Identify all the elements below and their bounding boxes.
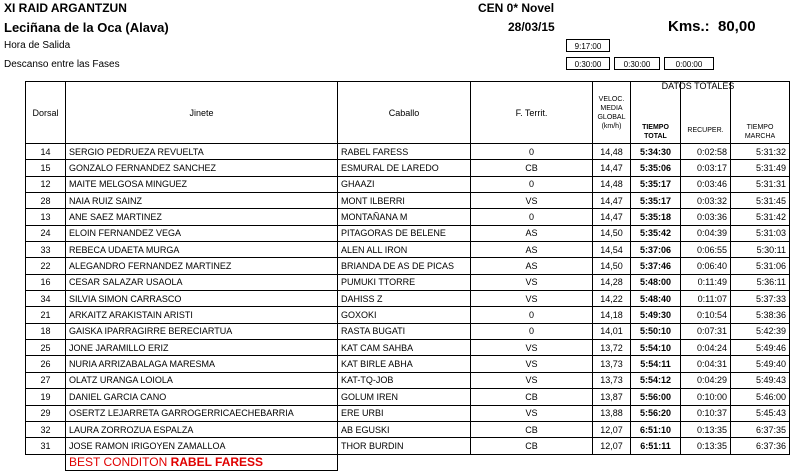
cell-veloc: 14,54	[593, 242, 631, 258]
cell-tiempo-marcha: 5:31:32	[731, 144, 790, 160]
datos-totales-heading: DATOS TOTALES	[661, 81, 735, 91]
cell-tiempo-total: 5:54:11	[631, 356, 681, 372]
cell-tiempo-total: 5:48:00	[631, 274, 681, 290]
col-jinete: Jinete	[66, 82, 338, 144]
cell-dorsal: 16	[26, 274, 66, 290]
cell-veloc: 13,73	[593, 372, 631, 388]
hora-salida-label: Hora de Salida	[4, 40, 71, 51]
col-dorsal: Dorsal	[26, 82, 66, 144]
descanso-label: Descanso entre las Fases	[4, 59, 120, 70]
cell-dorsal: 34	[26, 291, 66, 307]
cell-dorsal: 33	[26, 242, 66, 258]
cell-territ: 0	[471, 307, 593, 323]
cell-dorsal: 21	[26, 307, 66, 323]
table-row	[26, 144, 790, 160]
cell-caballo: ESMURAL DE LAREDO	[338, 160, 471, 176]
cell-recuper: 0:04:29	[681, 372, 731, 388]
cell-tiempo-total: 5:56:20	[631, 405, 681, 421]
cell-jinete: SERGIO PEDRUEZA REVUELTA	[66, 144, 338, 160]
cell-tiempo-total: 5:37:06	[631, 242, 681, 258]
hora-salida-value: 9:17:00	[566, 39, 610, 52]
cell-veloc: 14,01	[593, 323, 631, 339]
cell-dorsal: 22	[26, 258, 66, 274]
cell-jinete: OSERTZ LEJARRETA GARROGERRICAECHEBARRIA	[66, 405, 338, 421]
event-title: XI RAID ARGANTZUN	[4, 1, 127, 15]
kms-value: 80,00	[718, 18, 756, 35]
cell-caballo: DAHISS Z	[338, 291, 471, 307]
table-row	[26, 372, 790, 388]
cell-territ: VS	[471, 356, 593, 372]
cell-dorsal: 12	[26, 176, 66, 192]
cell-tiempo-marcha: 5:31:06	[731, 258, 790, 274]
cell-tiempo-total: 5:35:17	[631, 176, 681, 192]
cell-recuper: 0:06:40	[681, 258, 731, 274]
best-condition-cell	[66, 454, 338, 470]
cell-dorsal: 13	[26, 209, 66, 225]
cell-territ: 0	[471, 323, 593, 339]
cell-tiempo-marcha: 5:31:03	[731, 225, 790, 241]
cell-jinete: DANIEL GARCIA CANO	[66, 389, 338, 405]
descanso-value-2: 0:30:00	[614, 57, 660, 70]
cell-veloc: 14,22	[593, 291, 631, 307]
cell-tiempo-marcha: 5:49:40	[731, 356, 790, 372]
cell-tiempo-marcha: 5:30:11	[731, 242, 790, 258]
cell-territ: VS	[471, 274, 593, 290]
cell-tiempo-marcha: 6:37:36	[731, 438, 790, 454]
table-row	[26, 274, 790, 290]
veloc-line-1: VELOC.	[598, 95, 625, 103]
table-row	[26, 438, 790, 454]
best-condition-prefix: BEST CONDITON	[69, 455, 168, 470]
cell-caballo: MONTAÑANA M	[338, 209, 471, 225]
cell-veloc: 14,48	[593, 176, 631, 192]
cell-tiempo-marcha: 5:31:49	[731, 160, 790, 176]
tiempo-total-line-1: TIEMPO	[642, 124, 669, 131]
cell-caballo: GHAAZI	[338, 176, 471, 192]
cell-tiempo-total: 5:50:10	[631, 323, 681, 339]
cell-recuper: 0:11:49	[681, 274, 731, 290]
cell-territ: VS	[471, 193, 593, 209]
cell-recuper: 0:11:07	[681, 291, 731, 307]
cell-tiempo-total: 5:35:17	[631, 193, 681, 209]
cell-recuper: 0:03:36	[681, 209, 731, 225]
cell-territ: 0	[471, 144, 593, 160]
cell-dorsal: 28	[26, 193, 66, 209]
cell-caballo: RABEL FARESS	[338, 144, 471, 160]
cell-jinete: JOSE RAMON IRIGOYEN ZAMALLOA	[66, 438, 338, 454]
cell-tiempo-marcha: 5:46:00	[731, 389, 790, 405]
cell-territ: AS	[471, 258, 593, 274]
cell-tiempo-total: 5:35:42	[631, 225, 681, 241]
cell-veloc: 14,47	[593, 160, 631, 176]
cell-jinete: LAURA ZORROZUA ESPALZA	[66, 421, 338, 437]
cell-recuper: 0:04:31	[681, 356, 731, 372]
table-row	[26, 225, 790, 241]
cell-recuper: 0:04:39	[681, 225, 731, 241]
cell-jinete: REBECA UDAETA MURGA	[66, 242, 338, 258]
cell-caballo: KAT BIRLE ABHA	[338, 356, 471, 372]
cell-veloc: 14,18	[593, 307, 631, 323]
table-row	[26, 356, 790, 372]
cell-jinete: NAIA RUIZ SAINZ	[66, 193, 338, 209]
table-row	[26, 193, 790, 209]
cell-caballo: PITAGORAS DE BELENE	[338, 225, 471, 241]
tiempo-marcha-line-2: MARCHA	[744, 133, 776, 140]
cell-jinete: ANE SAEZ MARTINEZ	[66, 209, 338, 225]
descanso-value-1: 0:30:00	[566, 57, 610, 70]
cell-jinete: JONE JARAMILLO ERIZ	[66, 340, 338, 356]
cell-caballo: BRIANDA DE AS DE PICAS	[338, 258, 471, 274]
cell-jinete: CESAR SALAZAR USAOLA	[66, 274, 338, 290]
col-territ: F. Territ.	[471, 82, 593, 144]
cell-caballo: PUMUKI TTORRE	[338, 274, 471, 290]
cell-tiempo-marcha: 5:45:43	[731, 405, 790, 421]
table-row	[26, 307, 790, 323]
cell-veloc: 14,47	[593, 209, 631, 225]
cell-recuper: 0:06:55	[681, 242, 731, 258]
table-row	[26, 209, 790, 225]
cell-jinete: ARKAITZ ARAKISTAIN ARISTI	[66, 307, 338, 323]
cell-tiempo-total: 5:49:30	[631, 307, 681, 323]
cell-recuper: 0:10:54	[681, 307, 731, 323]
cell-recuper: 0:13:35	[681, 438, 731, 454]
table-row	[26, 340, 790, 356]
cell-caballo: ALEN ALL IRON	[338, 242, 471, 258]
cell-tiempo-marcha: 5:42:39	[731, 323, 790, 339]
table-row	[26, 323, 790, 339]
col-caballo: Caballo	[338, 82, 471, 144]
cell-recuper: 0:13:35	[681, 421, 731, 437]
cell-veloc: 13,73	[593, 356, 631, 372]
cell-recuper: 0:07:31	[681, 323, 731, 339]
cell-tiempo-total: 6:51:10	[631, 421, 681, 437]
veloc-line-3: GLOBAL	[597, 113, 626, 121]
cell-dorsal: 18	[26, 323, 66, 339]
cell-caballo: AB EGUSKI	[338, 421, 471, 437]
cell-caballo: ERE URBI	[338, 405, 471, 421]
cell-tiempo-marcha: 5:49:43	[731, 372, 790, 388]
table-row	[26, 242, 790, 258]
cell-veloc: 14,28	[593, 274, 631, 290]
cell-territ: 0	[471, 209, 593, 225]
veloc-line-2: MEDIA	[600, 104, 623, 112]
cell-tiempo-total: 5:54:10	[631, 340, 681, 356]
tiempo-marcha-line-1: TIEMPO	[746, 124, 774, 131]
cell-caballo: THOR BURDIN	[338, 438, 471, 454]
cell-tiempo-total: 5:54:12	[631, 372, 681, 388]
cell-territ: CB	[471, 438, 593, 454]
cell-dorsal: 24	[26, 225, 66, 241]
cell-veloc: 13,87	[593, 389, 631, 405]
cell-territ: CB	[471, 160, 593, 176]
cell-dorsal: 32	[26, 421, 66, 437]
table-row	[26, 421, 790, 437]
cell-dorsal: 29	[26, 405, 66, 421]
cell-jinete: OLATZ URANGA LOIOLA	[66, 372, 338, 388]
footer-filler	[338, 454, 790, 470]
table-row	[26, 291, 790, 307]
cell-dorsal: 19	[26, 389, 66, 405]
cell-dorsal: 26	[26, 356, 66, 372]
cell-veloc: 14,50	[593, 258, 631, 274]
cell-dorsal: 25	[26, 340, 66, 356]
cell-jinete: NURIA ARRIZABALAGA MARESMA	[66, 356, 338, 372]
cell-caballo: GOLUM IREN	[338, 389, 471, 405]
veloc-line-4: (km/h)	[601, 122, 622, 130]
cell-jinete: GAISKA IPARRAGIRRE BERECIARTUA	[66, 323, 338, 339]
cell-territ: VS	[471, 291, 593, 307]
cell-territ: CB	[471, 421, 593, 437]
cell-tiempo-marcha: 5:31:42	[731, 209, 790, 225]
cell-tiempo-marcha: 5:36:11	[731, 274, 790, 290]
cell-veloc: 13,72	[593, 340, 631, 356]
cell-veloc: 12,07	[593, 421, 631, 437]
table-row	[26, 405, 790, 421]
cell-caballo: RASTA BUGATI	[338, 323, 471, 339]
cell-tiempo-total: 6:51:11	[631, 438, 681, 454]
cell-tiempo-marcha: 5:31:31	[731, 176, 790, 192]
footer-row	[26, 454, 790, 470]
cell-tiempo-total: 5:35:18	[631, 209, 681, 225]
cell-recuper: 0:02:58	[681, 144, 731, 160]
cell-dorsal: 27	[26, 372, 66, 388]
cell-tiempo-total: 5:37:46	[631, 258, 681, 274]
footer-empty-cell	[26, 454, 66, 470]
cell-territ: 0	[471, 176, 593, 192]
cell-recuper: 0:04:24	[681, 340, 731, 356]
cell-dorsal: 15	[26, 160, 66, 176]
kms-label: Kms.:	[668, 18, 710, 35]
cell-tiempo-marcha: 6:37:35	[731, 421, 790, 437]
table-row	[26, 258, 790, 274]
cell-veloc: 12,07	[593, 438, 631, 454]
cell-territ: AS	[471, 242, 593, 258]
cell-tiempo-total: 5:56:00	[631, 389, 681, 405]
cell-recuper: 0:03:32	[681, 193, 731, 209]
cell-dorsal: 14	[26, 144, 66, 160]
cell-territ: VS	[471, 405, 593, 421]
cell-recuper: 0:03:17	[681, 160, 731, 176]
cell-territ: AS	[471, 225, 593, 241]
cell-tiempo-total: 5:35:06	[631, 160, 681, 176]
cell-jinete: GONZALO FERNANDEZ SANCHEZ	[66, 160, 338, 176]
descanso-value-3: 0:00:00	[664, 57, 714, 70]
cell-recuper: 0:03:46	[681, 176, 731, 192]
event-location: Leciñana de la Oca (Alava)	[4, 20, 169, 35]
cell-tiempo-marcha: 5:38:36	[731, 307, 790, 323]
col-recuper: RECUPER.	[681, 82, 731, 144]
cell-veloc: 14,47	[593, 193, 631, 209]
event-date: 28/03/15	[508, 20, 555, 34]
cell-caballo: KAT CAM SAHBA	[338, 340, 471, 356]
cell-caballo: GOXOKI	[338, 307, 471, 323]
cell-recuper: 0:10:00	[681, 389, 731, 405]
cell-veloc: 14,50	[593, 225, 631, 241]
cell-territ: CB	[471, 389, 593, 405]
tiempo-total-line-2: TOTAL	[644, 133, 667, 140]
table-row	[26, 176, 790, 192]
cell-caballo: KAT-TQ-JOB	[338, 372, 471, 388]
best-condition-horse: RABEL FARESS	[170, 455, 264, 470]
cell-territ: VS	[471, 340, 593, 356]
cell-recuper: 0:10:37	[681, 405, 731, 421]
cell-dorsal: 31	[26, 438, 66, 454]
table-row	[26, 160, 790, 176]
cell-tiempo-marcha: 5:49:46	[731, 340, 790, 356]
results-table	[25, 81, 790, 471]
cell-caballo: MONT ILBERRI	[338, 193, 471, 209]
event-category: CEN 0* Novel	[478, 1, 555, 15]
cell-jinete: SILVIA SIMON CARRASCO	[66, 291, 338, 307]
cell-tiempo-marcha: 5:37:33	[731, 291, 790, 307]
cell-jinete: MAITE MELGOSA MINGUEZ	[66, 176, 338, 192]
cell-jinete: ALEGANDRO FERNANDEZ MARTINEZ	[66, 258, 338, 274]
cell-veloc: 14,48	[593, 144, 631, 160]
table-row	[26, 389, 790, 405]
cell-veloc: 13,88	[593, 405, 631, 421]
cell-tiempo-marcha: 5:31:45	[731, 193, 790, 209]
cell-jinete: ELOIN FERNANDEZ VEGA	[66, 225, 338, 241]
table-body	[26, 144, 790, 455]
cell-territ: VS	[471, 372, 593, 388]
cell-tiempo-total: 5:34:30	[631, 144, 681, 160]
cell-tiempo-total: 5:48:40	[631, 291, 681, 307]
